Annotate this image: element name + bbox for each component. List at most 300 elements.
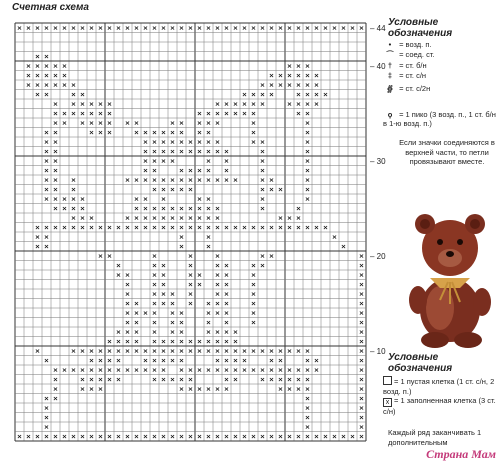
filled-cell: × [286, 100, 293, 109]
filled-cell: × [34, 52, 41, 61]
filled-cell: × [232, 337, 239, 346]
filled-cell: × [250, 280, 257, 289]
filled-cell: × [214, 261, 221, 270]
filled-cell: × [214, 299, 221, 308]
filled-cell: × [43, 432, 50, 441]
filled-cell: × [304, 347, 311, 356]
filled-cell: × [160, 366, 167, 375]
filled-cell: × [61, 366, 68, 375]
filled-cell: × [304, 375, 311, 384]
filled-cell: × [277, 432, 284, 441]
filled-cell: × [358, 432, 365, 441]
filled-cell: × [214, 366, 221, 375]
filled-cell: × [304, 223, 311, 232]
filled-cell: × [205, 337, 212, 346]
filled-cell: × [205, 299, 212, 308]
filled-cell: × [97, 128, 104, 137]
filled-cell: × [187, 299, 194, 308]
filled-cell: × [142, 176, 149, 185]
filled-cell: × [259, 81, 266, 90]
filled-cell: × [187, 176, 194, 185]
filled-cell: × [151, 328, 158, 337]
filled-cell: × [160, 261, 167, 270]
row-number-label: – 20 [370, 251, 386, 261]
filled-cell: × [151, 166, 158, 175]
filled-cell: × [277, 356, 284, 365]
filled-cell: × [88, 100, 95, 109]
filled-cell: × [43, 52, 50, 61]
filled-cell: × [43, 356, 50, 365]
legend-text: = ст. с/н [397, 71, 427, 80]
filled-cell: × [160, 375, 167, 384]
stitch-symbol-icon: • [388, 40, 392, 49]
filled-cell: × [268, 432, 275, 441]
filled-cell: × [286, 71, 293, 80]
filled-cell: × [250, 309, 257, 318]
filled-cell: × [142, 138, 149, 147]
filled-cell: × [43, 423, 50, 432]
filled-cell: × [358, 356, 365, 365]
filled-cell: × [358, 252, 365, 261]
filled-cell: × [160, 223, 167, 232]
filled-cell: × [79, 90, 86, 99]
filled-cell: × [169, 185, 176, 194]
filled-cell: × [205, 128, 212, 137]
filled-cell: × [34, 71, 41, 80]
filled-cell: × [286, 385, 293, 394]
filled-cell: × [151, 223, 158, 232]
filled-cell: × [34, 432, 41, 441]
filled-cell: × [151, 299, 158, 308]
filled-cell: × [322, 223, 329, 232]
filled-cell: × [88, 375, 95, 384]
filled-cell: × [43, 223, 50, 232]
filled-cell: × [97, 252, 104, 261]
filled-cell: × [70, 24, 77, 33]
filled-cell: × [70, 432, 77, 441]
filled-cell: × [232, 375, 239, 384]
filled-cell: × [52, 24, 59, 33]
filled-cell: × [286, 347, 293, 356]
filled-cell: × [178, 318, 185, 327]
filled-cell: × [223, 147, 230, 156]
filled-cell: × [106, 347, 113, 356]
filled-cell: × [169, 24, 176, 33]
filled-cell: × [79, 432, 86, 441]
filled-cell: × [178, 128, 185, 137]
filled-cell: × [223, 375, 230, 384]
filled-cell: × [97, 100, 104, 109]
filled-cell: × [277, 185, 284, 194]
filled-cell: × [178, 432, 185, 441]
filled-cell: × [61, 81, 68, 90]
filled-cell: × [43, 81, 50, 90]
filled-cell: × [358, 309, 365, 318]
filled-cell: × [124, 214, 131, 223]
filled-cell: × [34, 90, 41, 99]
filled-cell: × [214, 280, 221, 289]
filled-cell: × [61, 71, 68, 80]
filled-cell: × [340, 24, 347, 33]
filled-cell: × [196, 366, 203, 375]
filled-cell: × [349, 24, 356, 33]
filled-cell: × [34, 24, 41, 33]
filled-cell: × [205, 309, 212, 318]
filled-cell: × [115, 366, 122, 375]
filled-cell: × [124, 366, 131, 375]
filled-cell: × [52, 138, 59, 147]
filled-cell: × [25, 432, 32, 441]
filled-cell: × [241, 223, 248, 232]
filled-cell: × [79, 375, 86, 384]
filled-cell: × [250, 261, 257, 270]
filled-cell: × [79, 119, 86, 128]
filled-cell: × [97, 356, 104, 365]
filled-cell: × [133, 24, 140, 33]
filled-cell: × [160, 290, 167, 299]
filled-cell: × [88, 119, 95, 128]
filled-cell: × [52, 185, 59, 194]
filled-cell: × [286, 366, 293, 375]
legend-note: Если значки соединяются в верхней части, то петли провязывают вместе. [399, 138, 495, 166]
filled-cell: × [232, 100, 239, 109]
filled-cell: × [151, 24, 158, 33]
filled-cell: × [196, 432, 203, 441]
filled-cell: × [169, 138, 176, 147]
filled-cell: × [313, 81, 320, 90]
stitch-symbol-icon: ⌒ [386, 50, 394, 59]
filled-cell: × [205, 166, 212, 175]
filled-cell: × [241, 109, 248, 118]
filled-cell: × [232, 223, 239, 232]
filled-cell: × [169, 128, 176, 137]
filled-cell: × [43, 185, 50, 194]
filled-cell: × [70, 204, 77, 213]
filled-cell: × [79, 109, 86, 118]
filled-cell: × [133, 223, 140, 232]
filled-cell: × [178, 356, 185, 365]
filled-cell: × [79, 204, 86, 213]
filled-cell: × [259, 223, 266, 232]
filled-cell: × [133, 432, 140, 441]
filled-cell: × [223, 309, 230, 318]
filled-cell: × [223, 261, 230, 270]
filled-cell: × [223, 24, 230, 33]
filled-cell: × [295, 214, 302, 223]
filled-cell: × [43, 71, 50, 80]
filled-cell: × [304, 366, 311, 375]
filled-cell: × [142, 309, 149, 318]
filled-cell: × [304, 356, 311, 365]
filled-cell: × [205, 204, 212, 213]
filled-cell: × [70, 81, 77, 90]
filled-cell: × [259, 347, 266, 356]
filled-cell: × [61, 24, 68, 33]
filled-cell: × [187, 271, 194, 280]
filled-cell: × [313, 356, 320, 365]
filled-cell: × [88, 385, 95, 394]
filled-cell: × [124, 432, 131, 441]
filled-cell: × [223, 337, 230, 346]
filled-cell: × [43, 62, 50, 71]
filled-cell: × [43, 195, 50, 204]
filled-cell: × [34, 347, 41, 356]
filled-cell: × [205, 147, 212, 156]
filled-cell: × [259, 375, 266, 384]
filled-cell: × [358, 328, 365, 337]
filled-cell: × [196, 176, 203, 185]
filled-cell: × [115, 261, 122, 270]
filled-cell: × [88, 214, 95, 223]
filled-cell: × [313, 223, 320, 232]
filled-cell: × [340, 432, 347, 441]
filled-cell: × [178, 214, 185, 223]
filled-cell: × [250, 299, 257, 308]
filled-cell: × [124, 290, 131, 299]
filled-cell: × [97, 223, 104, 232]
filled-cell: × [304, 90, 311, 99]
filled-cell: × [88, 356, 95, 365]
legend-item [383, 61, 427, 70]
filled-cell: × [241, 366, 248, 375]
filled-cell: × [34, 62, 41, 71]
filled-cell: × [196, 337, 203, 346]
filled-cell: × [313, 432, 320, 441]
filled-cell: × [223, 280, 230, 289]
filled-cell: × [187, 185, 194, 194]
filled-cell: × [214, 147, 221, 156]
filled-cell: × [223, 223, 230, 232]
filled-cell: × [304, 109, 311, 118]
filled-cell: × [259, 138, 266, 147]
filled-cell: × [304, 100, 311, 109]
filled-cell: × [259, 195, 266, 204]
filled-cell: × [142, 432, 149, 441]
filled-cell: × [214, 337, 221, 346]
filled-cell: × [61, 109, 68, 118]
filled-cell: × [295, 62, 302, 71]
filled-cell: × [196, 214, 203, 223]
filled-cell: × [304, 176, 311, 185]
filled-cell: × [151, 347, 158, 356]
filled-cell: × [358, 375, 365, 384]
filled-cell: × [268, 71, 275, 80]
filled-cell: × [142, 147, 149, 156]
filled-cell: × [277, 366, 284, 375]
filled-cell: × [70, 195, 77, 204]
filled-cell: × [169, 290, 176, 299]
legend-text: = соед. ст. [397, 50, 435, 59]
filled-cell: × [187, 366, 194, 375]
filled-cell: × [160, 356, 167, 365]
filled-cell: × [25, 62, 32, 71]
filled-cell: × [160, 337, 167, 346]
filled-cell: × [214, 385, 221, 394]
filled-cell: × [133, 299, 140, 308]
filled-cell: × [79, 385, 86, 394]
filled-cell: × [223, 432, 230, 441]
filled-cell: × [304, 81, 311, 90]
filled-cell: × [160, 347, 167, 356]
filled-cell: × [43, 128, 50, 137]
filled-cell: × [232, 356, 239, 365]
filled-cell: × [205, 432, 212, 441]
filled-cell: × [61, 62, 68, 71]
filled-cell: × [169, 119, 176, 128]
filled-cell: × [205, 195, 212, 204]
filled-cell: × [250, 119, 257, 128]
filled-cell: × [97, 432, 104, 441]
filled-cell: × [268, 185, 275, 194]
filled-cell: × [223, 271, 230, 280]
filled-cell: × [79, 366, 86, 375]
filled-cell: × [349, 432, 356, 441]
filled-cell: × [187, 261, 194, 270]
filled-cell: × [43, 138, 50, 147]
filled-cell: × [115, 223, 122, 232]
filled-cell: × [304, 119, 311, 128]
filled-cell: × [223, 347, 230, 356]
legend-item [383, 71, 426, 80]
filled-cell: × [70, 100, 77, 109]
row-number-label: – 30 [370, 156, 386, 166]
filled-cell: × [286, 81, 293, 90]
filled-cell: × [250, 290, 257, 299]
filled-cell: × [97, 347, 104, 356]
filled-cell: × [286, 223, 293, 232]
filled-cell: × [34, 242, 41, 251]
filled-cell: × [52, 100, 59, 109]
filled-cell: × [88, 128, 95, 137]
filled-cell: × [169, 318, 176, 327]
legend-text: = 1 заполненная клетка (3 ст. с/н) [383, 396, 496, 416]
filled-cell: × [196, 128, 203, 137]
filled-cell: × [295, 347, 302, 356]
filled-cell: × [151, 375, 158, 384]
stitch-symbol-icon: † [387, 61, 393, 70]
filled-cell: × [151, 356, 158, 365]
legend2-title: Условные обозначения [388, 352, 453, 374]
filled-cell: × [43, 90, 50, 99]
filled-cell: × [169, 347, 176, 356]
filled-cell: × [106, 337, 113, 346]
filled-cell: × [79, 347, 86, 356]
filled-cell: × [142, 24, 149, 33]
filled-cell: × [151, 318, 158, 327]
filled-cell: × [268, 81, 275, 90]
filled-cell: × [268, 356, 275, 365]
filled-cell: × [241, 90, 248, 99]
legend-text: = ст. б/н [397, 61, 427, 70]
filled-cell: × [124, 223, 131, 232]
legend-item [383, 376, 499, 396]
filled-cell: × [277, 385, 284, 394]
filled-cell: × [178, 366, 185, 375]
filled-cell: × [304, 195, 311, 204]
filled-cell: × [97, 109, 104, 118]
filled-cell: × [124, 299, 131, 308]
filled-cell: × [340, 242, 347, 251]
filled-cell: × [115, 337, 122, 346]
filled-cell: × [187, 166, 194, 175]
filled-cell: × [70, 90, 77, 99]
filled-cell: × [160, 157, 167, 166]
filled-cell: × [286, 24, 293, 33]
filled-cell: × [358, 271, 365, 280]
filled-cell: × [187, 138, 194, 147]
filled-cell: × [178, 309, 185, 318]
filled-cell: × [133, 204, 140, 213]
filled-cell: × [358, 413, 365, 422]
filled-cell: × [223, 166, 230, 175]
filled-cell: × [214, 271, 221, 280]
filled-cell: × [169, 299, 176, 308]
filled-cell: × [133, 366, 140, 375]
filled-cell: × [214, 223, 221, 232]
filled-cell: × [259, 147, 266, 156]
filled-cell: × [214, 356, 221, 365]
filled-cell: × [304, 62, 311, 71]
filled-cell: × [196, 280, 203, 289]
filled-cell: × [259, 261, 266, 270]
filled-cell: × [214, 24, 221, 33]
filled-cell: × [70, 185, 77, 194]
filled-cell: × [250, 138, 257, 147]
legend-text: = 1 пустая клетка (1 ст. с/н, 2 возд. п.) [383, 377, 495, 396]
stitch-symbol-icon: ‡ [387, 71, 393, 80]
filled-cell: × [43, 233, 50, 242]
filled-cell: × [178, 138, 185, 147]
filled-cell: × [70, 176, 77, 185]
filled-cell: × [52, 128, 59, 137]
filled-cell: × [169, 147, 176, 156]
filled-cell: × [169, 356, 176, 365]
filled-cell: × [169, 432, 176, 441]
filled-cell: × [313, 24, 320, 33]
filled-cell: × [151, 309, 158, 318]
filled-cell: × [151, 128, 158, 137]
filled-cell: × [250, 271, 257, 280]
filled-cell: × [106, 109, 113, 118]
filled-cell: × [295, 71, 302, 80]
filled-cell: × [34, 81, 41, 90]
filled-cell: × [214, 138, 221, 147]
filled-cell: × [304, 185, 311, 194]
filled-cell: × [196, 223, 203, 232]
filled-cell: × [115, 432, 122, 441]
filled-cell: × [142, 214, 149, 223]
filled-cell: × [214, 309, 221, 318]
filled-cell: × [79, 195, 86, 204]
filled-cell: × [178, 24, 185, 33]
empty-box-icon [383, 376, 392, 385]
filled-cell: × [259, 252, 266, 261]
filled-cell: × [205, 347, 212, 356]
filled-cell: × [196, 109, 203, 118]
filled-cell: × [61, 204, 68, 213]
filled-cell: × [52, 394, 59, 403]
filled-cell: × [331, 432, 338, 441]
filled-cell: × [88, 24, 95, 33]
filled-cell: × [196, 166, 203, 175]
filled-cell: × [313, 90, 320, 99]
filled-cell: × [223, 356, 230, 365]
filled-cell: × [268, 90, 275, 99]
filled-cell: × [52, 81, 59, 90]
filled-cell: × [124, 318, 131, 327]
filled-cell: × [268, 176, 275, 185]
filled-cell: × [232, 347, 239, 356]
